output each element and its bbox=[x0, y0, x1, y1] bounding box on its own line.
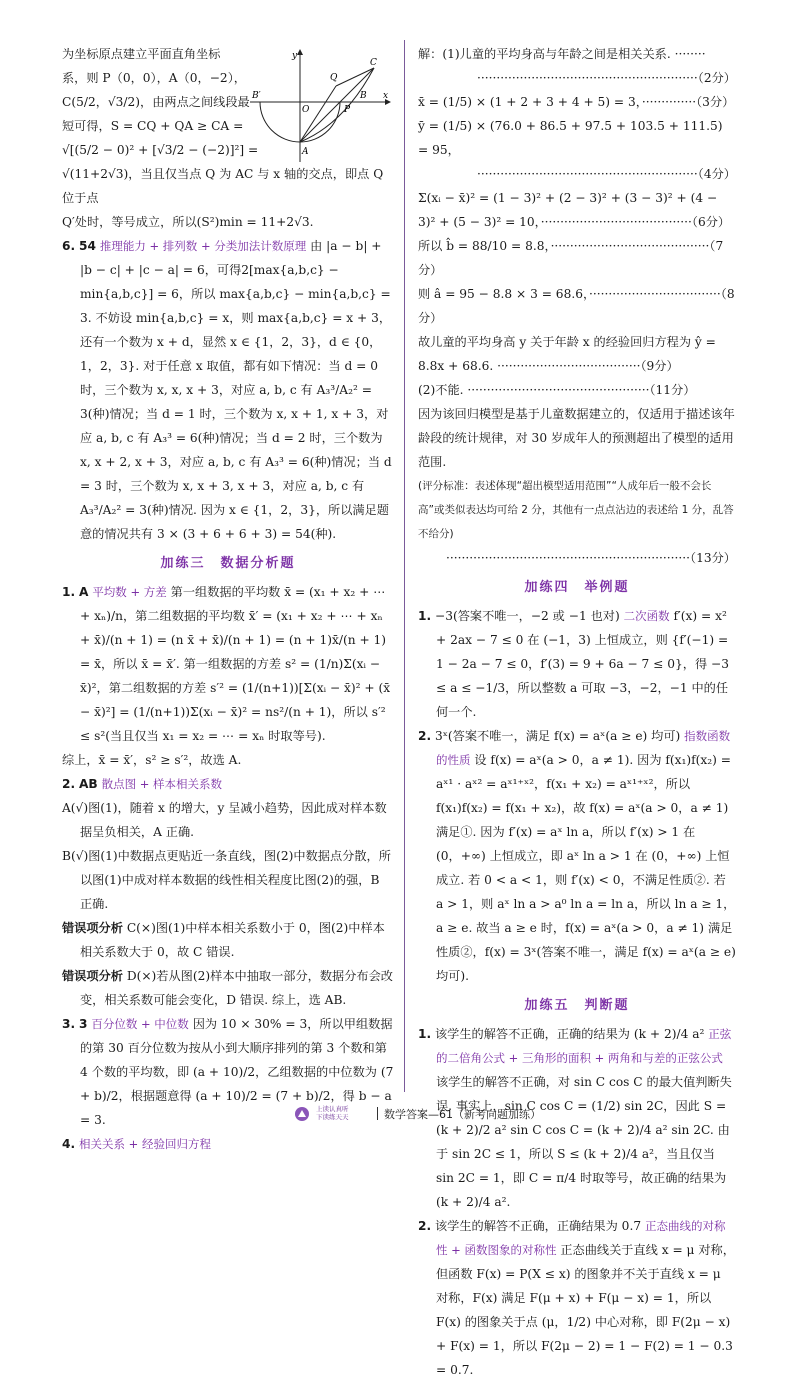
s4q2-solution: 设 f(x) = aˣ(a > 0，a ≠ 1). 因为 f(x₁)f(x₂) = aˣ¹ · aˣ² = aˣ¹⁺ˣ²，f(x₁ + x₂) = aˣ¹⁺ˣ²，所以 f(x₁)f(x₂) = f(x₁ + x₂)，故 f(x) = aˣ(a > 0，a ≠ 1) 满足①. 因为 f′(x) = aˣ ln a，所以 f′(x) > 1 在 (0，+∞) 上恒成立，即 aˣ ln a > 1 在 (0，+∞) 上恒成立. 若 0 < a < 1，则 f′(x) < 0，不满足性质②. 若 a > 1，则 aˣ ln a > a⁰ ln a = ln a，所以 ln a ≥ 1，a ≥ e. 故当 a ≥ e 时，f(x) = aˣ(a > 0，a ≠ 1) 满足性质②，f(x) = 3ˣ(答案不唯一，满足 f(x) = aˣ(a ≥ e) 均可). bbox=[436, 753, 736, 983]
s5q2-answer: 该学生的解答不正确，正确结果为 0.7 bbox=[435, 1219, 642, 1233]
q6-solution: 由 |a − b| + |b − c| + |c − a| = 6，可得2[max{a,b,c} − min{a,b,c}] = 6，所以 max{a,b,c} − min{a,b,c} = 3. 不妨设 min{a,b,c} = x，则 max{a,b,c} = x + 3，还有一个数为 x + d，显然 x ∈ {1，2，3}，d ∈ {0，1，2，3}. 对于任意 x 取值，都有如下情况：当 d = 0 时，三个数为 x, x, x + 3，对应 a, b, c 有 A₃³/A₂² = 3(种)情况；当 d = 1 时，三个数为 x, x + 1, x + 3，对应 a, b, c 有 A₃³ = 6(种)情况；当 d = 2 时，三个数为 x, x + 2, x + 3，对应 a, b, c 有 A₃³ = 6(种)情况；当 d = 3 时，三个数为 x, x + 3, x + 3，对应 a, b, c 有 A₃³/A₂² = 3(种)情况. 因为 x ∈ {1，2，3}，所以满足题意的情况共有 3 × (3 + 6 + 6 + 3) = 54(种). bbox=[80, 239, 392, 541]
label-y: y bbox=[292, 51, 298, 61]
footer-brand bbox=[316, 1105, 374, 1121]
label-o: O bbox=[302, 105, 310, 115]
s3q1-number: 1. bbox=[62, 585, 76, 599]
s5q1-answer: 该学生的解答不正确，正确的结果为 (k + 2)/4 a² bbox=[435, 1027, 705, 1041]
s3q3-number: 3. bbox=[62, 1017, 76, 1031]
answer-3-2 bbox=[62, 772, 394, 1012]
s5q2-topic: 正态曲线的对称性 + 函数图象的对称性 bbox=[436, 1219, 726, 1257]
cont-line-2: 系，则 P（0，0），A（0，−2）， bbox=[62, 71, 246, 85]
r-line-6: Σ(xᵢ − x̄)² = (1 − 3)² + (2 − 3)² + (3 − 3)² + (4 − 3)² + (5 − 3)² = 10，·······································（6分） bbox=[418, 191, 731, 229]
cont-line-6: √(11+2√3)，当且仅当点 Q 为 AC 与 x 轴的交点，即点 Q 位于点 bbox=[62, 167, 384, 205]
answer-4-1 bbox=[418, 604, 736, 724]
s3q1-conclusion: 综上，x̄ = x̄′，s² ≥ s′²，故选 A. bbox=[62, 753, 242, 767]
r-line-10: (2)不能. ···············································（11分） bbox=[418, 383, 696, 397]
section-5-title: 加练五 判断题 bbox=[524, 998, 630, 1013]
s3q2-topic: 散点图 + 样本相关系数 bbox=[101, 777, 223, 791]
brand-line-2: 下读练天天 bbox=[316, 1113, 349, 1121]
answer-4-2 bbox=[418, 724, 736, 988]
cont-line-5: √[(5/2 − 0)² + [√3/2 − (−2)]²] = bbox=[62, 143, 259, 157]
r-line-13: ·······························································（13分） bbox=[445, 551, 736, 565]
r-line-3: x̄ = (1/5) × (1 + 2 + 3 + 4 + 5) = 3，··············（3分） bbox=[418, 95, 735, 109]
label-c: C bbox=[370, 58, 377, 68]
left-column bbox=[62, 42, 394, 1156]
r-line-8: 则 â = 95 − 8.8 × 3 = 68.6，··································（8分） bbox=[418, 287, 735, 325]
s3q3-topic: 百分位数 + 中位数 bbox=[91, 1017, 189, 1031]
label-p: P bbox=[344, 105, 351, 115]
s3q3-answer: 3 bbox=[79, 1017, 88, 1031]
s4q1-topic: 二次函数 bbox=[623, 609, 670, 623]
r-line-1: 解：(1)儿童的平均身高与年龄之间是相关关系. ········ bbox=[418, 47, 706, 61]
s5q2-solution: 正态曲线关于直线 x = μ 对称，但函数 F(x) = P(X ≤ x) 的图象并不关于直线 x = μ 对称，F(x) 满足 F(μ + x) + F(μ − x) = 1，所以 F(x) 的图象关于点 (μ，1/2) 中心对称，即 F(2μ − x) + F(x) = 1，所以 F(2μ − 2) = 1 − F(2) = 1 − 0.3 = 0.7. bbox=[436, 1243, 735, 1377]
s3q4-number: 4. bbox=[62, 1137, 76, 1151]
s3q2-option-d bbox=[62, 964, 394, 1012]
s5q1-solution: 该学生的解答不正确，对 sin C cos C 的最大值判断失误. 事实上，sin C cos C = (1/2) sin 2C，因此 S = (k + 2)/2 a² sin C cos C = (k + 2)/4 a² sin 2C. 由于 sin 2C ≤ 1，所以 S ≤ (k + 2)/4 a²，当且仅当 sin 2C = 1，即 C = π/4 时取等号，故正确的结果为 (k + 2)/4 a². bbox=[436, 1075, 732, 1209]
footer-separator bbox=[377, 1107, 378, 1120]
s3q2-option-c-text: C(×)图(1)中样本相关系数小于 0，图(2)中样本相关系数大于 0，故 C 错误. bbox=[80, 921, 385, 959]
q6-topic: 推理能力 + 排列数 + 分类加法计数原理 bbox=[99, 239, 307, 253]
cont-line-3: C(5/2，√3/2)，由两点之间线段最 bbox=[62, 95, 250, 109]
s5q1-topic: 正弦的二倍角公式 + 三角形的面积 + 两角和与差的正弦公式 bbox=[436, 1027, 732, 1065]
brand-line-1: 上读认真听 bbox=[316, 1105, 349, 1113]
s5q2-number: 2. bbox=[418, 1219, 432, 1233]
section-4-title: 加练四 举例题 bbox=[524, 580, 630, 595]
s3q2-option-c bbox=[62, 916, 394, 964]
answer-6 bbox=[62, 234, 394, 546]
brand-logo-icon bbox=[293, 1106, 311, 1122]
label-x: x bbox=[383, 91, 389, 101]
page-label: 数学答案—61（新考向题加练） bbox=[384, 1108, 541, 1121]
cont-line-7: Q′处时，等号成立，所以(S²)min = 11+2√3. bbox=[62, 215, 314, 229]
answer-5-2 bbox=[418, 1214, 736, 1382]
s3q1-answer: A bbox=[79, 585, 89, 599]
s4q1-solution: f′(x) = x² + 2ax − 7 ≤ 0 在 (−1，3) 上恒成立，则 {f′(−1) = 1 − 2a − 7 ≤ 0，f′(3) = 9 + 6a − 7 ≤ 0}，得 −3 ≤ a ≤ −1/3，所以整数 a 可取 −3，−2，−1 中的任何一个. bbox=[436, 609, 729, 719]
s3q3-solution: 因为 10 × 30% = 3，所以甲组数据的第 30 百分位数为按从小到大顺序排列的第 3 个数和第 4 个数的平均数，即 (a + 10)/2，乙组数据的中位数为 (7 + b)/2，根据题意得 (a + 10)/2 = (7 + b)/2，得 b − a = 3. bbox=[80, 1017, 394, 1127]
s3q2-option-b: B(√)图(1)中数据点更贴近一条直线，图(2)中数据点分散，所以图(1)中成对样本数据的线性相关程度比图(2)的强，B 正确. bbox=[62, 849, 391, 911]
wrong-label-c: 错误项分析 bbox=[62, 921, 123, 935]
r-line-7: 所以 b̂ = 88/10 = 8.8，·········································（7分） bbox=[418, 239, 724, 277]
answer-3-4 bbox=[62, 1132, 394, 1156]
right-column bbox=[418, 42, 736, 1382]
r-line-5: ·························································（4分） bbox=[476, 167, 736, 181]
wrong-label-d: 错误项分析 bbox=[62, 969, 123, 983]
s3q2-option-d-text: D(×)若从图(2)样本中抽取一部分，数据分布会改变，相关系数可能会变化，D 错误. 综上，选 AB. bbox=[80, 969, 393, 1007]
s3q1-solution: 第一组数据的平均数 x̄ = (x₁ + x₂ + ⋯ + xₙ)/n，第二组数据的平均数 x̄′ = (x₁ + x₂ + ⋯ + xₙ + x̄)/(n + 1) = (n x̄ + x̄)/(n + 1) = (n + 1)x̄/(n + 1) = x̄，所以 x̄ = x̄′. 第一组数据的方差 s² = (1/n)Σ(xᵢ − x̄)²，第二组数据的方差 s′² = (1/(n+1))[Σ(xᵢ − x̄)² + (x̄ − x̄)²] = (1/(n+1))Σ(xᵢ − x̄)² = ns²/(n + 1)，所以 s′² ≤ s²(当且仅当 x₁ = x₂ = ⋯ = xₙ 时取等号). bbox=[80, 585, 391, 743]
s3q4-topic: 相关关系 + 经验回归方程 bbox=[79, 1137, 211, 1151]
r-line-11: 因为该回归模型是基于儿童数据建立的，仅适用于描述该年龄段的统计规律，对 30 岁成年人的预测超出了模型的适用范围. bbox=[418, 407, 735, 469]
r-line-9: 故儿童的平均身高 y 关于年龄 x 的经验回归方程为 ŷ = 8.8x + 68.6. ·····································（9分） bbox=[418, 335, 716, 373]
s3q1-topic: 平均数 + 方差 bbox=[92, 585, 167, 599]
column-divider bbox=[404, 40, 405, 1092]
label-b: B bbox=[360, 91, 367, 101]
s3q2-answer: AB bbox=[79, 777, 98, 791]
s3q2-option-a: A(√)图(1)，随着 x 的增大，y 呈减小趋势，因此成对样本数据呈负相关，A 正确. bbox=[62, 801, 387, 839]
s4q2-answer: 3ˣ(答案不唯一，满足 f(x) = aˣ(a ≥ e) 均可) bbox=[435, 729, 681, 743]
q6-answer: 54 bbox=[79, 239, 96, 253]
label-a: A bbox=[302, 147, 309, 157]
page-footer bbox=[0, 1104, 800, 1124]
s4q2-topic: 指数函数的性质 bbox=[436, 729, 731, 767]
s4q2-number: 2. bbox=[418, 729, 432, 743]
section-3-title: 加练三 数据分析题 bbox=[160, 556, 296, 571]
s4q1-answer: −3(答案不唯一，−2 或 −1 也对) bbox=[435, 609, 620, 623]
cont-line-1: 为坐标原点建立平面直角坐标 bbox=[62, 47, 221, 61]
r-line-4: ȳ = (1/5) × (76.0 + 86.5 + 97.5 + 103.5 + 111.5) = 95， bbox=[418, 119, 723, 157]
s4q1-number: 1. bbox=[418, 609, 432, 623]
r-line-2: ·························································（2分） bbox=[476, 71, 736, 85]
answer-3-1 bbox=[62, 580, 394, 772]
label-q: Q bbox=[330, 73, 338, 83]
q6-number: 6. bbox=[62, 239, 76, 253]
s3q2-number: 2. bbox=[62, 777, 76, 791]
s5q1-number: 1. bbox=[418, 1027, 432, 1041]
cont-line-4: 短可得，S = CQ + QA ≥ CA = bbox=[62, 119, 244, 133]
scoring-note: (评分标准：表述体现“超出模型适用范围”“人成年后一般不会长高”或类似表达均可给 2 分，其他有一点点沾边的表述给 1 分，乱答不给分) bbox=[418, 480, 734, 540]
label-bp: B′ bbox=[252, 91, 261, 101]
